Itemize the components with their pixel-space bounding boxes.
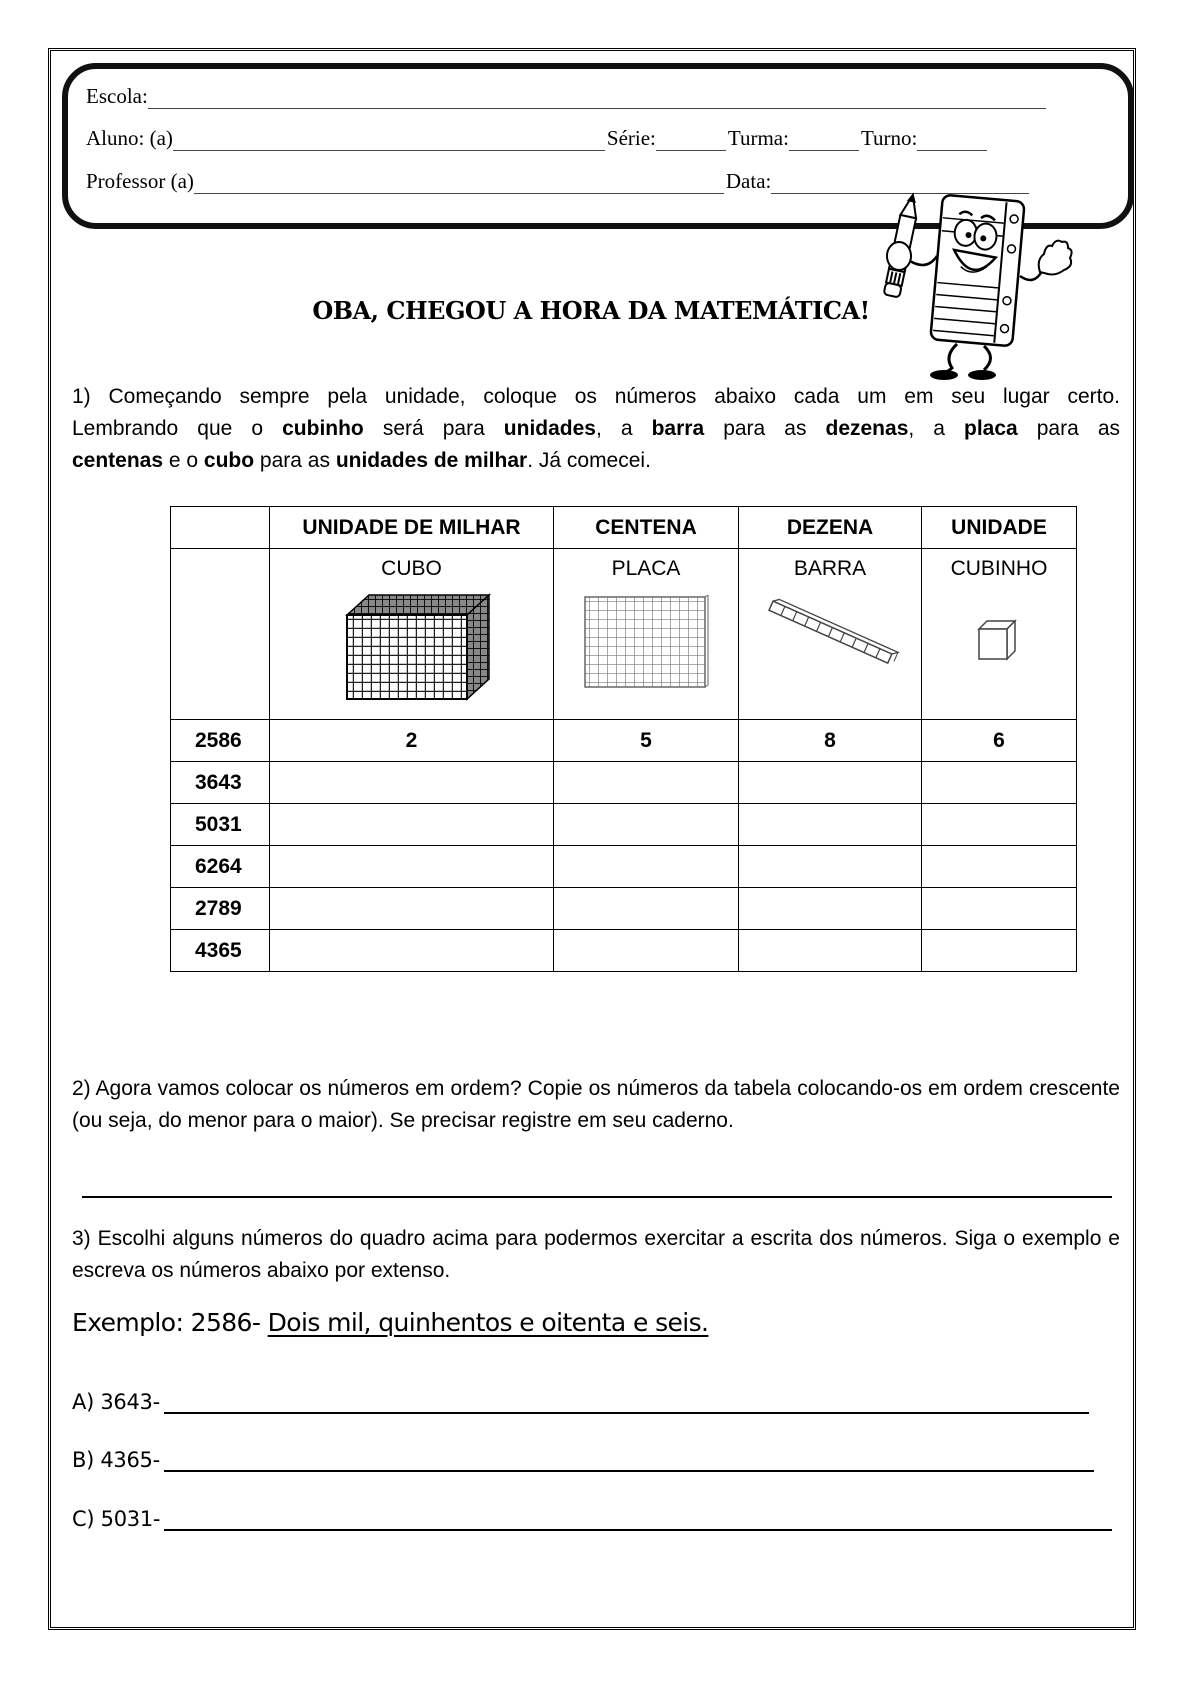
page-title bbox=[0, 296, 1190, 325]
material-cell-barra bbox=[739, 549, 922, 720]
turma-label: Turma: bbox=[727, 126, 789, 150]
question-1-line-2: Lembrando que o cubinho será para unidades, a barra para as dezenas, a placa para as bbox=[72, 417, 1121, 440]
table-row bbox=[171, 930, 1077, 972]
cell-milhar[interactable] bbox=[270, 804, 554, 846]
cell-dezena[interactable]: 8 bbox=[739, 720, 922, 762]
question-1-line-1: 1) Começando sempre pela unidade, coloque os números abaixo cada um em seu lugar certo. bbox=[72, 385, 1120, 408]
professor-label: Professor (a) bbox=[86, 169, 194, 193]
turno-input-line[interactable] bbox=[917, 132, 987, 151]
table-row bbox=[171, 804, 1077, 846]
row-number: 2789 bbox=[171, 888, 270, 930]
cell-unidade[interactable]: 6 bbox=[922, 720, 1077, 762]
header-cell-unidade: UNIDADE bbox=[922, 507, 1077, 549]
cell-centena[interactable] bbox=[554, 888, 739, 930]
table-row bbox=[171, 846, 1077, 888]
cell-dezena[interactable] bbox=[739, 804, 922, 846]
exercise-answer-line-b[interactable] bbox=[164, 1452, 1094, 1472]
cell-centena[interactable] bbox=[554, 846, 739, 888]
row-number: 3643 bbox=[171, 762, 270, 804]
example-line bbox=[72, 1308, 708, 1337]
cell-dezena[interactable] bbox=[739, 762, 922, 804]
cell-milhar[interactable] bbox=[270, 930, 554, 972]
cell-dezena[interactable] bbox=[739, 888, 922, 930]
exercise-label-b: B) 4365- bbox=[72, 1448, 160, 1472]
place-value-table bbox=[170, 506, 1077, 972]
exercise-answer-line-a[interactable] bbox=[164, 1394, 1089, 1414]
cell-dezena[interactable] bbox=[739, 846, 922, 888]
exercise-answer-line-c[interactable] bbox=[164, 1511, 1112, 1531]
material-cell-placa bbox=[554, 549, 739, 720]
example-answer: Dois mil, quinhentos e oitenta e seis. bbox=[267, 1308, 709, 1337]
escola-label: Escola: bbox=[86, 84, 148, 108]
turno-label: Turno: bbox=[860, 126, 918, 150]
cell-centena[interactable]: 5 bbox=[554, 720, 739, 762]
flat-plate-icon bbox=[581, 593, 711, 698]
example-label: Exemplo: 2586- bbox=[72, 1308, 268, 1337]
aluno-label: Aluno: (a) bbox=[86, 126, 173, 150]
material-label-cubo: CUBO bbox=[381, 557, 442, 580]
escola-input-line[interactable] bbox=[148, 90, 1046, 109]
cell-unidade[interactable] bbox=[922, 930, 1077, 972]
row-number: 2586 bbox=[171, 720, 270, 762]
exercise-label-a: A) 3643- bbox=[72, 1390, 160, 1414]
exercise-item-c bbox=[72, 1507, 1112, 1531]
row-number: 5031 bbox=[171, 804, 270, 846]
question-3-text: 3) Escolhi alguns números do quadro acima para podermos exercitar a escrita dos números. Siga o exemplo e escreva os números abaixo por extenso. bbox=[72, 1227, 1120, 1282]
exercise-item-a bbox=[72, 1390, 1089, 1414]
material-label-placa: PLACA bbox=[611, 557, 681, 580]
small-cube-icon bbox=[969, 611, 1029, 691]
cell-milhar[interactable] bbox=[270, 888, 554, 930]
cube-block-icon bbox=[327, 593, 497, 703]
table-row bbox=[171, 762, 1077, 804]
material-row bbox=[171, 549, 1077, 720]
cell-unidade[interactable] bbox=[922, 846, 1077, 888]
turma-input-line[interactable] bbox=[789, 132, 859, 151]
question-1-line-3: centenas e o cubo para as unidades de milhar. Já comecei. bbox=[72, 449, 651, 472]
header-cell-dezena: DEZENA bbox=[739, 507, 922, 549]
table-header-row bbox=[171, 507, 1077, 549]
material-label-cubinho: CUBINHO bbox=[950, 557, 1048, 580]
row-number: 4365 bbox=[171, 930, 270, 972]
cell-unidade[interactable] bbox=[922, 762, 1077, 804]
cell-unidade[interactable] bbox=[922, 888, 1077, 930]
material-cell-empty bbox=[171, 549, 270, 720]
cell-centena[interactable] bbox=[554, 930, 739, 972]
escola-field bbox=[86, 84, 1048, 109]
header-cell-unidade-de-milhar: UNIDADE DE MILHAR bbox=[270, 507, 554, 549]
row-number: 6264 bbox=[171, 846, 270, 888]
notebook-mascot-icon bbox=[872, 186, 1087, 381]
aluno-row bbox=[86, 126, 989, 151]
material-label-barra: BARRA bbox=[793, 557, 867, 580]
data-label: Data: bbox=[725, 169, 772, 193]
page-title-text: OBA, CHEGOU A HORA DA MATEMÁTICA! bbox=[312, 296, 870, 325]
aluno-input-line[interactable] bbox=[173, 132, 605, 151]
exercise-label-c: C) 5031- bbox=[72, 1507, 161, 1531]
table-row bbox=[171, 720, 1077, 762]
serie-input-line[interactable] bbox=[656, 132, 726, 151]
rod-bar-icon bbox=[760, 593, 900, 673]
cell-milhar[interactable]: 2 bbox=[270, 720, 554, 762]
table-row bbox=[171, 888, 1077, 930]
cell-centena[interactable] bbox=[554, 804, 739, 846]
header-cell-centena: CENTENA bbox=[554, 507, 739, 549]
cell-unidade[interactable] bbox=[922, 804, 1077, 846]
cell-dezena[interactable] bbox=[739, 930, 922, 972]
serie-label: Série: bbox=[606, 126, 656, 150]
material-cell-cubinho bbox=[922, 549, 1077, 720]
exercise-item-b bbox=[72, 1448, 1094, 1472]
cell-milhar[interactable] bbox=[270, 762, 554, 804]
header-cell-empty bbox=[171, 507, 270, 549]
question-2-answer-line[interactable] bbox=[82, 1196, 1112, 1198]
question-1-text bbox=[72, 381, 1120, 477]
professor-input-line[interactable] bbox=[194, 175, 724, 194]
material-cell-cubo bbox=[270, 549, 554, 720]
cell-milhar[interactable] bbox=[270, 846, 554, 888]
question-2-text: 2) Agora vamos colocar os números em ordem? Copie os números da tabela colocando-os em ordem crescente (ou seja, do menor para o maior). Se precisar registre em seu caderno. bbox=[72, 1077, 1120, 1132]
cell-centena[interactable] bbox=[554, 762, 739, 804]
